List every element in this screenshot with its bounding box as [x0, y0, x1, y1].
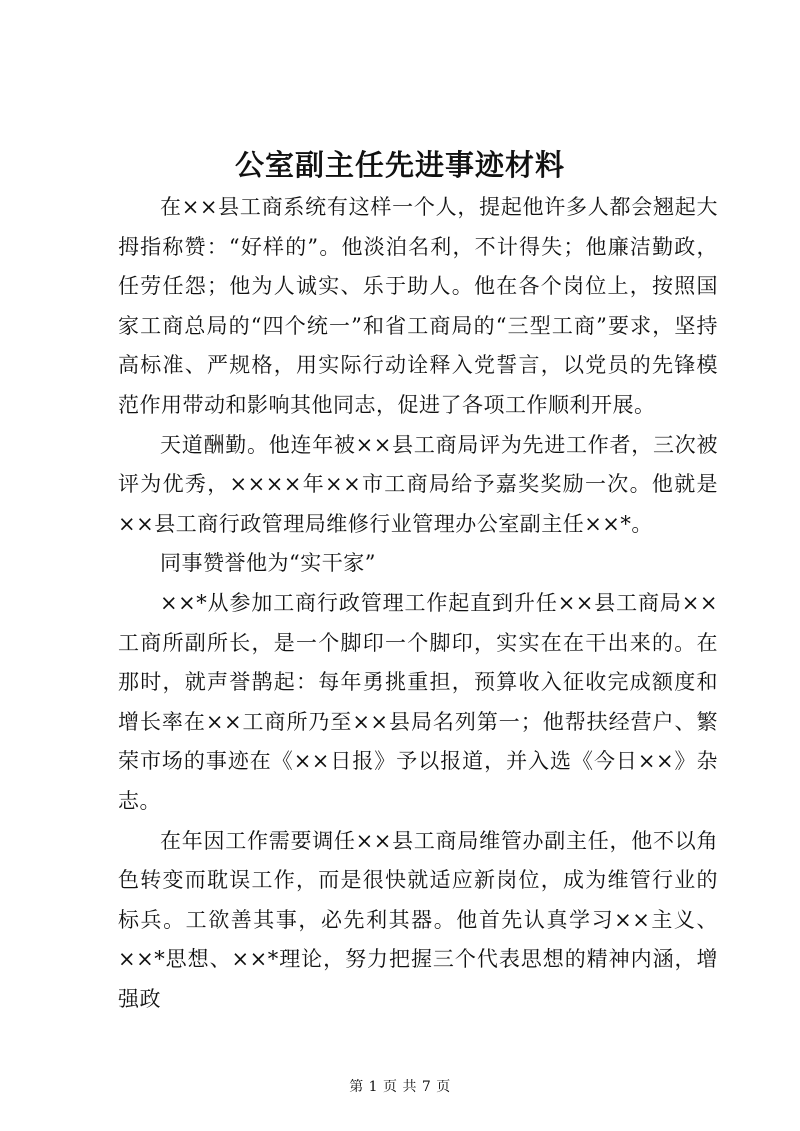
page-title: 公室副主任先进事迹材料 — [234, 148, 565, 182]
paragraph-honors: 天道酬勤。他连年被××县工商局评为先进工作者，三次被评为优秀，××××年××市工商局给予嘉奖奖励一次。他就是××县工商行政管理局维修行业管理办公室副主任××*。 — [118, 432, 718, 536]
paragraph-intro: 在××县工商系统有这样一个人，提起他许多人都会翘起大拇指称赞：“好样的”。他淡泊名利，不计得失；他廉洁勤政，任劳任怨；他为人诚实、乐于助人。他在各个岗位上，按照国家工商总局的“四个统一”和省工商局的“三型工商”要求，坚持高标准、严规格，用实际行动诠释入党誓言，以党员的先锋模范作用带动和影响其他同志，促进了各项工作顺利开展。 — [118, 195, 718, 417]
section-heading: 同事赞誉他为“实干家” — [160, 551, 376, 576]
document-body — [118, 188, 718, 1019]
paragraph-career: ××*从参加工商行政管理工作起直到升任××县工商局××工商所副所长，是一个脚印一个脚印，实实在在干出来的。在那时，就声誉鹊起：每年勇挑重担，预算收入征收完成额度和增长率在××工商所乃至××县局名列第一；他帮扶经营户、繁荣市场的事迹在《××日报》予以报道，并入选《今日××》杂志。 — [118, 590, 718, 813]
paragraph-transfer: 在年因工作需要调任××县工商局维管办副主任，他不以角色转变而耽误工作，而是很快就适应新岗位，成为维管行业的标兵。工欲善其事，必先利其器。他首先认真学习××主义、××*思想、××*理论，努力把握三个代表思想的精神内涵，增强政 — [118, 828, 718, 1011]
page-number-footer: 第 1 页 共 7 页 — [349, 1079, 451, 1095]
